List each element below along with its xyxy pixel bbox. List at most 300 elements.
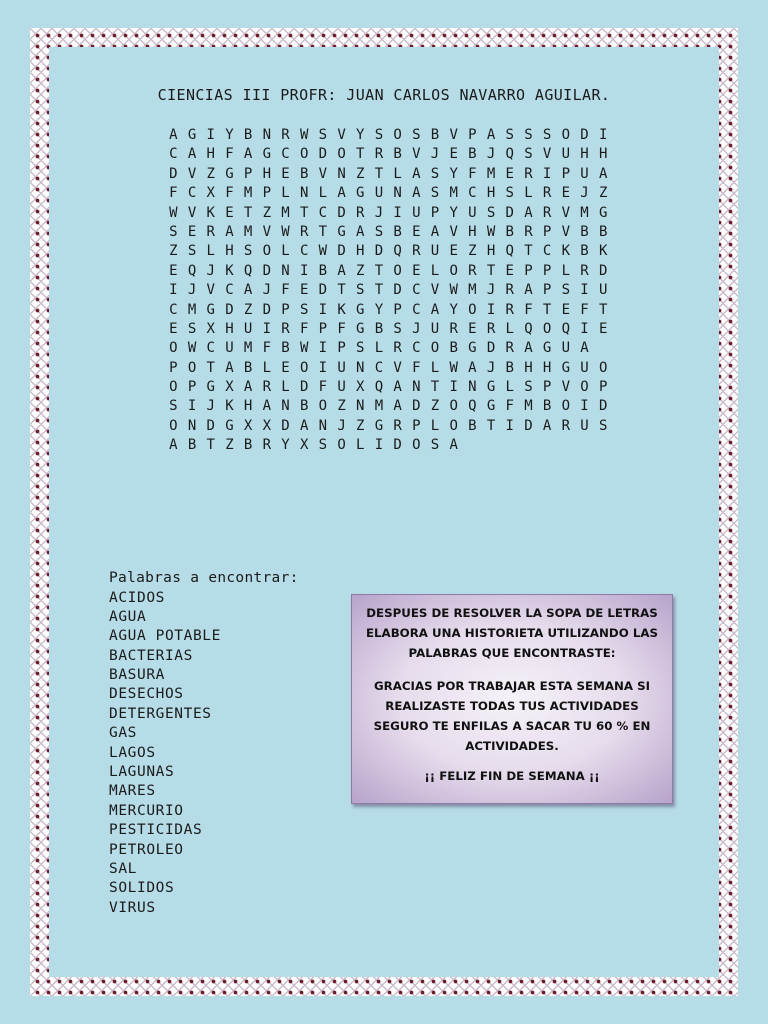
- grid-letter: A: [299, 417, 309, 434]
- grid-letter: I: [580, 398, 589, 415]
- grid-letter: T: [542, 301, 552, 318]
- grid-letter: C: [169, 301, 178, 318]
- grid-letter: G: [356, 301, 365, 318]
- grid-letter: O: [449, 262, 458, 279]
- grid-letter: Z: [430, 398, 440, 415]
- grid-letter: F: [262, 340, 271, 357]
- instruction-text: DESPUES DE RESOLVER LA SOPA DE LETRAS ELABORA UNA HISTORIETA UTILIZANDO LAS PALABRAS QUE ENCONTRASTE:: [365, 606, 659, 660]
- grid-letter: B: [374, 320, 384, 337]
- word-list-item: DETERGENTES: [109, 705, 212, 722]
- grid-letter: U: [337, 359, 346, 376]
- grid-letter: L: [281, 243, 290, 260]
- grid-letter: H: [598, 146, 608, 163]
- grid-letter: F: [299, 320, 309, 337]
- grid-letter: H: [356, 243, 365, 260]
- grid-letter: A: [412, 185, 421, 202]
- grid-letter: W: [449, 359, 458, 376]
- grid-letter: U: [561, 340, 570, 357]
- word-list-item: LAGOS: [109, 744, 156, 761]
- grid-letter: S: [356, 282, 365, 299]
- word-list-item: GAS: [109, 725, 137, 742]
- grid-letter: O: [318, 398, 328, 415]
- grid-letter: U: [580, 165, 589, 182]
- grid-letter: V: [206, 282, 215, 299]
- grid-letter: W: [169, 204, 178, 221]
- grid-letter: S: [374, 223, 384, 240]
- grid-letter: D: [393, 282, 402, 299]
- grid-letter: D: [486, 340, 496, 357]
- grid-letter: A: [243, 282, 253, 299]
- grid-letter: P: [542, 223, 552, 240]
- grid-letter: I: [299, 262, 309, 279]
- grid-letter: L: [356, 437, 365, 454]
- grid-letter: S: [243, 243, 253, 260]
- grid-letter: E: [169, 320, 178, 337]
- grid-letter: A: [542, 417, 552, 434]
- grid-letter: Q: [243, 262, 253, 279]
- grid-letter: V: [187, 204, 197, 221]
- grid-letter: A: [486, 127, 496, 143]
- grid-letter: G: [206, 301, 215, 318]
- grid-letter: A: [169, 127, 178, 143]
- grid-letter: E: [281, 359, 290, 376]
- grid-letter: O: [393, 262, 402, 279]
- grid-letter: Y: [449, 165, 458, 182]
- grid-letter: E: [449, 243, 458, 260]
- grid-letter: N: [337, 165, 346, 182]
- grid-letter: P: [281, 301, 290, 318]
- grid-letter: D: [374, 243, 384, 260]
- grid-letter: H: [225, 320, 234, 337]
- grid-letter: R: [262, 379, 271, 396]
- grid-letter: P: [430, 204, 440, 221]
- grid-letter: W: [187, 340, 197, 357]
- grid-letter: Z: [225, 437, 234, 454]
- grid-letter: T: [356, 146, 365, 163]
- grid-letter: F: [580, 301, 589, 318]
- grid-letter: W: [449, 282, 458, 299]
- grid-letter: G: [561, 359, 570, 376]
- grid-letter: N: [468, 379, 477, 396]
- grid-letter: O: [169, 417, 178, 434]
- grid-letter: I: [580, 320, 589, 337]
- grid-letter: X: [262, 417, 271, 434]
- grid-letter: M: [524, 398, 533, 415]
- grid-letter: T: [486, 417, 496, 434]
- grid-letter: F: [505, 398, 514, 415]
- grid-letter: R: [505, 340, 514, 357]
- grid-letter: Z: [356, 165, 365, 182]
- grid-letter: O: [561, 398, 570, 415]
- word-list-item: ACIDOS: [109, 589, 165, 606]
- grid-letter: P: [337, 340, 346, 357]
- grid-letter: H: [580, 146, 589, 163]
- grid-letter: S: [542, 127, 552, 143]
- grid-letter: A: [225, 223, 234, 240]
- grid-letter: L: [430, 417, 440, 434]
- grid-letter: O: [169, 379, 178, 396]
- grid-letter: O: [598, 359, 608, 376]
- grid-letter: S: [430, 437, 440, 454]
- grid-letter: R: [505, 282, 514, 299]
- grid-letter: U: [598, 282, 608, 299]
- grid-letter: H: [262, 165, 271, 182]
- grid-letter: U: [580, 417, 589, 434]
- grid-letter: D: [524, 417, 533, 434]
- grid-letter: A: [468, 359, 477, 376]
- grid-letter: J: [486, 146, 496, 163]
- grid-letter: N: [318, 417, 328, 434]
- grid-letter: B: [299, 165, 309, 182]
- grid-letter: P: [187, 379, 197, 396]
- grid-letter: V: [430, 282, 440, 299]
- grid-letter: F: [468, 165, 477, 182]
- grid-letter: J: [206, 262, 215, 279]
- grid-letter: S: [169, 398, 178, 415]
- grid-letter: F: [524, 301, 533, 318]
- grid-letter: M: [243, 185, 253, 202]
- grid-letter: A: [337, 185, 346, 202]
- grid-letter: H: [542, 359, 552, 376]
- grid-letter: P: [262, 185, 271, 202]
- grid-letter: G: [337, 223, 346, 240]
- grid-letter: V: [449, 127, 458, 143]
- grid-letter: J: [486, 359, 496, 376]
- grid-letter: J: [580, 185, 589, 202]
- grid-letter: G: [206, 379, 215, 396]
- grid-letter: T: [243, 204, 253, 221]
- grid-letter: U: [561, 146, 570, 163]
- grid-letter: I: [318, 301, 328, 318]
- grid-letter: R: [542, 185, 552, 202]
- grid-letter: A: [393, 379, 402, 396]
- grid-letter: S: [524, 146, 533, 163]
- word-list-item: MERCURIO: [109, 802, 184, 819]
- grid-letter: L: [505, 320, 514, 337]
- grid-letter: H: [225, 243, 234, 260]
- grid-letter: G: [187, 127, 197, 143]
- grid-letter: R: [262, 437, 271, 454]
- grid-letter: R: [356, 204, 365, 221]
- thanks-text: GRACIAS POR TRABAJAR ESTA SEMANA SI REALIZASTE TODAS TUS ACTIVIDADES SEGURO TE ENFILAS A SACAR TU 60 % EN ACTIVIDADES.: [373, 679, 651, 753]
- grid-letter: I: [318, 340, 328, 357]
- grid-letter: R: [505, 301, 514, 318]
- grid-letter: R: [393, 417, 402, 434]
- grid-letter: U: [337, 379, 346, 396]
- grid-letter: X: [299, 437, 309, 454]
- grid-letter: O: [561, 127, 570, 143]
- grid-letter: J: [412, 320, 421, 337]
- grid-letter: P: [561, 165, 570, 182]
- grid-letter: Q: [505, 243, 514, 260]
- grid-letter: D: [206, 417, 215, 434]
- grid-letter: R: [580, 262, 589, 279]
- grid-letter: J: [430, 146, 440, 163]
- grid-letter: E: [187, 223, 197, 240]
- grid-letter: S: [318, 437, 328, 454]
- grid-letter: N: [393, 185, 402, 202]
- grid-letter: Q: [505, 146, 514, 163]
- grid-letter: Z: [169, 243, 178, 260]
- grid-letter: Y: [281, 437, 290, 454]
- grid-letter: L: [524, 185, 533, 202]
- grid-letter: B: [393, 146, 402, 163]
- word-list-item: SAL: [109, 860, 137, 877]
- grid-letter: T: [206, 359, 215, 376]
- grid-letter: X: [225, 379, 234, 396]
- grid-letter: O: [299, 359, 309, 376]
- grid-letter: A: [412, 165, 421, 182]
- grid-letter: V: [412, 146, 421, 163]
- grid-letter: Q: [524, 320, 533, 337]
- grid-letter: V: [561, 223, 570, 240]
- grid-letter: L: [430, 262, 440, 279]
- grid-letter: S: [169, 223, 178, 240]
- grid-letter: C: [542, 243, 552, 260]
- grid-letter: L: [206, 243, 215, 260]
- grid-letter: K: [225, 398, 234, 415]
- grid-letter: S: [187, 320, 197, 337]
- grid-letter: R: [374, 146, 384, 163]
- grid-letter: K: [206, 204, 215, 221]
- grid-letter: N: [356, 398, 365, 415]
- grid-letter: N: [299, 185, 309, 202]
- grid-letter: E: [468, 320, 477, 337]
- grid-letter: E: [561, 301, 570, 318]
- grid-letter: M: [243, 223, 253, 240]
- grid-letter: H: [243, 398, 253, 415]
- grid-letter: U: [412, 204, 421, 221]
- grid-letter: N: [281, 398, 290, 415]
- grid-letter: D: [299, 379, 309, 396]
- grid-letter: P: [542, 379, 552, 396]
- grid-letter: I: [262, 320, 271, 337]
- grid-letter: G: [262, 146, 271, 163]
- grid-letter: A: [580, 340, 589, 357]
- grid-letter: P: [542, 262, 552, 279]
- grid-letter: [594, 339, 613, 358]
- grid-letter: T: [299, 204, 309, 221]
- grid-letter: V: [318, 165, 328, 182]
- grid-letter: V: [393, 359, 402, 376]
- grid-letter: B: [580, 223, 589, 240]
- grid-letter: T: [486, 262, 496, 279]
- grid-letter: L: [281, 379, 290, 396]
- word-list-item: PESTICIDAS: [109, 822, 203, 839]
- grid-letter: M: [187, 301, 197, 318]
- word-list-title: Palabras a encontrar:: [109, 570, 299, 586]
- grid-letter: O: [337, 146, 346, 163]
- grid-letter: L: [430, 359, 440, 376]
- grid-letter: T: [430, 379, 440, 396]
- word-list-item: DESECHOS: [109, 686, 184, 703]
- grid-letter: M: [449, 185, 458, 202]
- grid-letter: E: [505, 262, 514, 279]
- grid-letter: F: [225, 146, 234, 163]
- grid-letter: O: [542, 320, 552, 337]
- grid-letter: D: [169, 165, 178, 182]
- grid-letter: B: [430, 127, 440, 143]
- grid-letter: G: [468, 340, 477, 357]
- word-list-item: BACTERIAS: [109, 647, 193, 664]
- grid-letter: Z: [337, 398, 346, 415]
- grid-letter: Z: [598, 185, 608, 202]
- grid-letter: F: [337, 320, 346, 337]
- grid-letter: D: [262, 262, 271, 279]
- grid-letter: I: [318, 359, 328, 376]
- grid-letter: L: [393, 165, 402, 182]
- grid-letter: R: [281, 127, 290, 143]
- grid-letter: S: [505, 127, 514, 143]
- grid-letter: R: [281, 320, 290, 337]
- grid-letter: P: [468, 127, 477, 143]
- grid-letter: F: [318, 379, 328, 396]
- grid-letter: E: [561, 185, 570, 202]
- word-list-item: LAGUNAS: [109, 764, 175, 781]
- grid-letter: H: [524, 359, 533, 376]
- grid-letter: A: [243, 146, 253, 163]
- grid-letter: C: [412, 282, 421, 299]
- grid-letter: O: [337, 437, 346, 454]
- grid-letter: I: [598, 127, 608, 143]
- grid-letter: C: [412, 340, 421, 357]
- grid-letter: M: [468, 282, 477, 299]
- grid-letter: M: [243, 340, 253, 357]
- word-list-item: PETROLEO: [109, 841, 184, 858]
- word-list-item: BASURA: [109, 667, 165, 684]
- grid-letter: B: [187, 437, 197, 454]
- grid-letter: W: [318, 243, 328, 260]
- grid-letter: Z: [243, 301, 253, 318]
- grid-letter: J: [206, 398, 215, 415]
- grid-letter: W: [281, 223, 290, 240]
- grid-letter: V: [262, 223, 271, 240]
- grid-letter: O: [187, 359, 197, 376]
- grid-letter: T: [374, 282, 384, 299]
- grid-letter: K: [337, 301, 346, 318]
- grid-letter: G: [486, 379, 496, 396]
- grid-letter: I: [505, 417, 514, 434]
- grid-letter: P: [542, 282, 552, 299]
- word-list-item: SOLIDOS: [109, 880, 175, 897]
- grid-letter: M: [580, 204, 589, 221]
- grid-letter: W: [486, 223, 496, 240]
- grid-letter: Q: [561, 320, 570, 337]
- grid-letter: B: [243, 437, 253, 454]
- grid-letter: D: [393, 437, 402, 454]
- grid-letter: B: [468, 146, 477, 163]
- grid-letter: P: [169, 359, 178, 376]
- grid-letter: B: [598, 223, 608, 240]
- word-list: [109, 569, 299, 918]
- grid-letter: D: [318, 146, 328, 163]
- grid-letter: R: [393, 340, 402, 357]
- grid-letter: U: [430, 320, 440, 337]
- grid-letter: G: [356, 320, 365, 337]
- grid-letter: A: [598, 165, 608, 182]
- grid-letter: X: [206, 185, 215, 202]
- grid-letter: Q: [374, 379, 384, 396]
- grid-letter: N: [187, 417, 197, 434]
- grid-letter: F: [225, 185, 234, 202]
- grid-letter: D: [505, 204, 514, 221]
- grid-letter: I: [580, 282, 589, 299]
- word-list-item: VIRUS: [109, 899, 156, 916]
- grid-letter: Y: [356, 127, 365, 143]
- grid-letter: Z: [262, 204, 271, 221]
- grid-letter: B: [299, 398, 309, 415]
- page-title: CIENCIAS III PROFR: JUAN CARLOS NAVARRO AGUILAR.: [157, 86, 611, 104]
- grid-letter: L: [561, 262, 570, 279]
- grid-letter: G: [486, 398, 496, 415]
- grid-letter: L: [374, 340, 384, 357]
- grid-letter: B: [542, 398, 552, 415]
- grid-letter: N: [356, 359, 365, 376]
- grid-letter: K: [598, 243, 608, 260]
- grid-letter: P: [598, 379, 608, 396]
- grid-letter: D: [580, 127, 589, 143]
- grid-letter: I: [374, 437, 384, 454]
- grid-letter: O: [262, 243, 271, 260]
- grid-letter: S: [299, 301, 309, 318]
- grid-letter: R: [524, 223, 533, 240]
- grid-letter: V: [561, 379, 570, 396]
- grid-letter: O: [430, 340, 440, 357]
- grid-letter: U: [374, 185, 384, 202]
- grid-letter: N: [281, 262, 290, 279]
- grid-letter: S: [505, 185, 514, 202]
- grid-letter: I: [393, 204, 402, 221]
- instructions-box: [351, 594, 673, 804]
- grid-letter: S: [524, 379, 533, 396]
- grid-letter: I: [486, 301, 496, 318]
- grid-letter: E: [299, 282, 309, 299]
- grid-letter: K: [561, 243, 570, 260]
- grid-letter: T: [318, 223, 328, 240]
- grid-letter: R: [299, 223, 309, 240]
- grid-letter: C: [169, 146, 178, 163]
- grid-letter: T: [524, 243, 533, 260]
- grid-letter: E: [169, 262, 178, 279]
- grid-letter: G: [374, 417, 384, 434]
- grid-letter: U: [225, 340, 234, 357]
- grid-letter: L: [262, 359, 271, 376]
- grid-letter: V: [561, 204, 570, 221]
- grid-letter: F: [281, 282, 290, 299]
- grid-letter: L: [281, 185, 290, 202]
- grid-letter: E: [449, 146, 458, 163]
- grid-letter: R: [561, 417, 570, 434]
- grid-letter: R: [206, 223, 215, 240]
- grid-letter: J: [187, 282, 197, 299]
- grid-letter: X: [243, 417, 253, 434]
- grid-letter: W: [299, 340, 309, 357]
- grid-letter: O: [169, 340, 178, 357]
- grid-letter: Y: [449, 204, 458, 221]
- grid-letter: Y: [449, 301, 458, 318]
- grid-letter: A: [187, 146, 197, 163]
- grid-letter: B: [243, 127, 253, 143]
- grid-letter: B: [449, 340, 458, 357]
- grid-letter: A: [430, 223, 440, 240]
- grid-letter: S: [561, 282, 570, 299]
- grid-letter: O: [299, 146, 309, 163]
- grid-letter: B: [580, 243, 589, 260]
- grid-letter: B: [393, 223, 402, 240]
- grid-letter: A: [337, 262, 346, 279]
- grid-letter: A: [169, 437, 178, 454]
- grid-letter: I: [206, 127, 215, 143]
